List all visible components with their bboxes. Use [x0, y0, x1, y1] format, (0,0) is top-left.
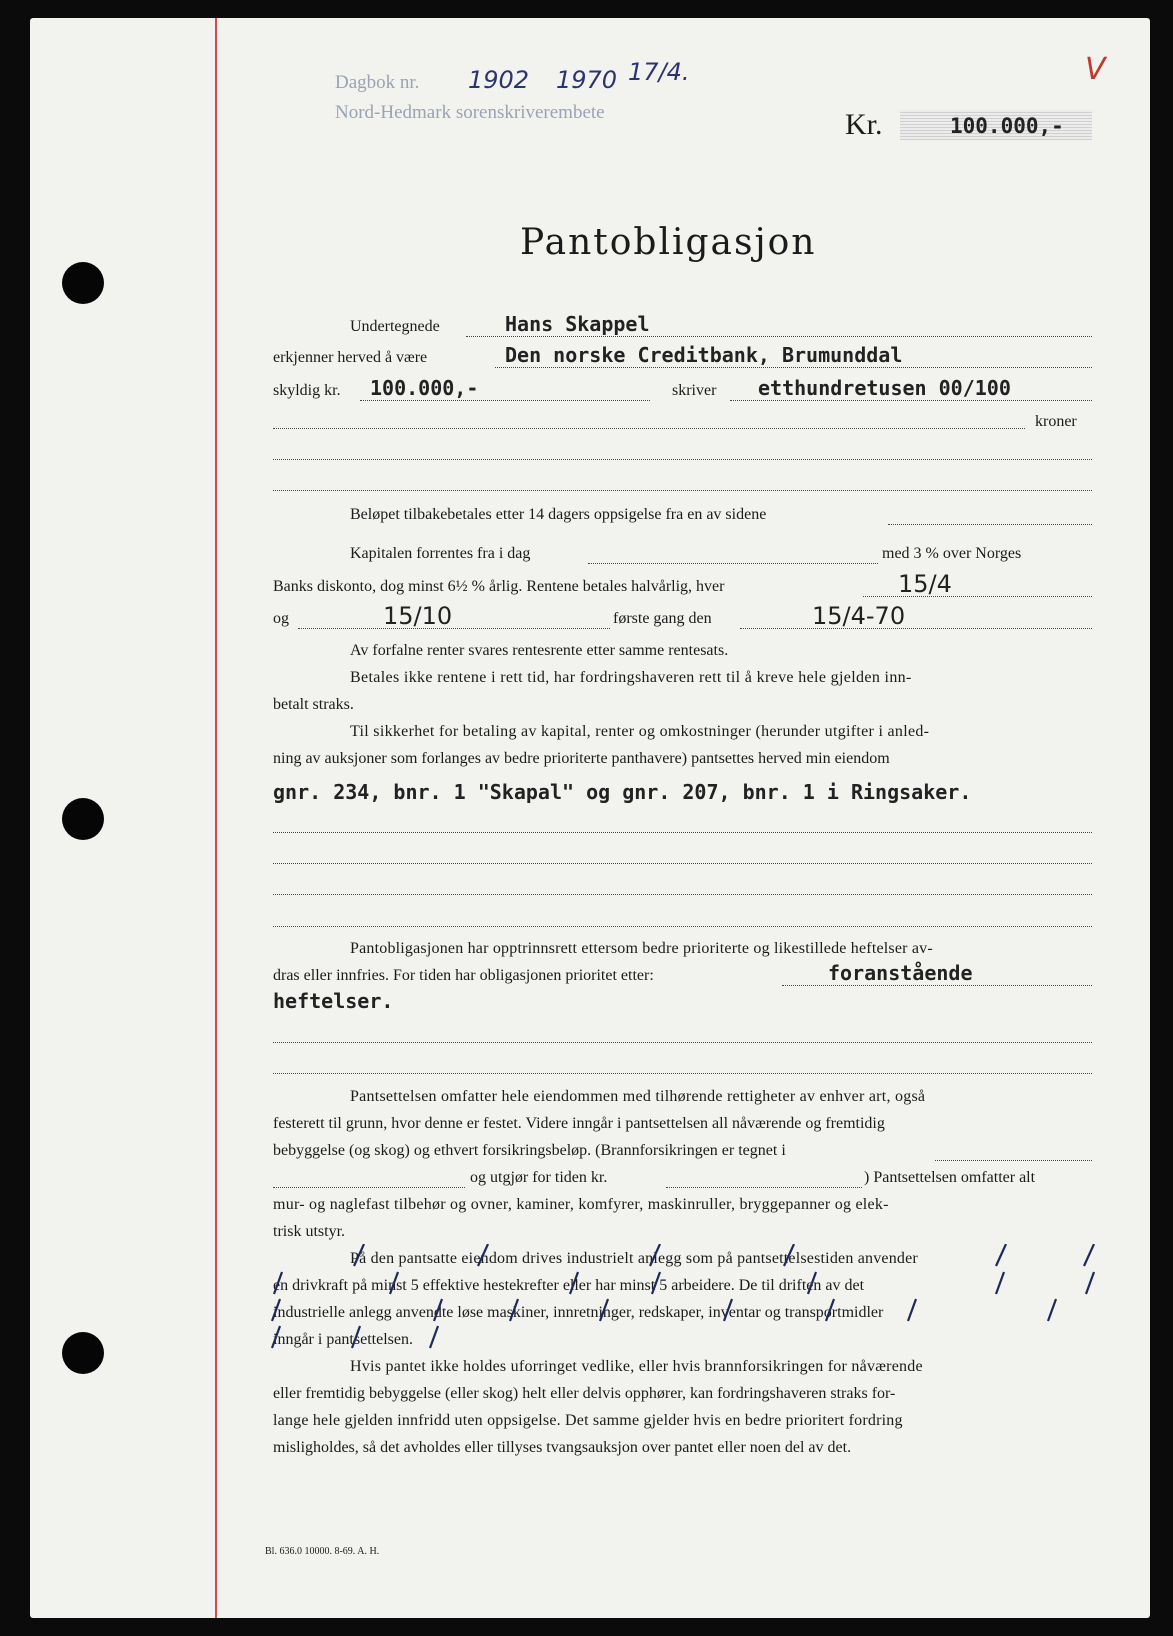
blank-line [273, 490, 1092, 491]
para5-line2: eller fremtidig bebyggelse (eller skog) helt eller delvis opphører, kan fordringshaveren straks for- [273, 1385, 896, 1402]
property-value: gnr. 234, bnr. 1 "Skapal" og gnr. 207, bnr. 1 i Ringsaker. [273, 780, 972, 804]
para3-line1: Pantsettelsen omfatter hele eiendommen med tilhørende rettigheter av enhver art, også [350, 1088, 926, 1105]
office-stamp: Nord-Hedmark sorenskriverembete [335, 102, 605, 123]
blank-line [588, 563, 878, 564]
blank-line [273, 428, 1025, 429]
blank-line [273, 1187, 465, 1188]
rente-date-1: 15/4 [898, 570, 952, 598]
para5-line3: lange hele gjelden innfridd uten oppsigelse. Det samme gjelder hvis en bedre prioritert fordring [273, 1412, 903, 1429]
dagbok-date: 17/4. [628, 58, 690, 86]
erkjenner-line [495, 367, 1092, 368]
para1-line7: betalt straks. [273, 696, 354, 713]
punch-hole [62, 262, 104, 304]
para4-line1: På den pantsatte eiendom drives industrielt anlegg som på pantsettelsestiden anvender [350, 1250, 918, 1267]
erkjenner-value: Den norske Creditbank, Brumunddal [505, 343, 903, 367]
document-title: Pantobligasjon [520, 222, 817, 263]
punch-hole [62, 798, 104, 840]
kroner-label: kroner [1035, 413, 1077, 430]
para1-line6: Betales ikke rentene i rett tid, har fordringshaveren rett til å kreve hele gjelden inn- [350, 669, 912, 686]
para1-line8: Til sikkerhet for betaling av kapital, renter og omkostninger (herunder utgifter i anled- [350, 723, 930, 740]
priority-value-2: heftelser. [273, 989, 394, 1013]
skyldig-label: skyldig kr. [273, 382, 341, 399]
blank-line [740, 628, 1092, 629]
strike-marks [260, 1244, 1100, 1356]
para3-line3: bebyggelse (og skog) og ethvert forsikringsbeløp. (Brannforsikringen er tegnet i [273, 1142, 786, 1159]
para1-line1: Beløpet tilbakebetales etter 14 dagers oppsigelse fra en av sidene [350, 506, 767, 523]
erkjenner-label: erkjenner herved å være [273, 349, 428, 366]
para1-line3: Banks diskonto, dog minst 6½ % årlig. Rentene betales halvårlig, hver [273, 578, 725, 595]
blank-line [888, 524, 1092, 525]
dagbok-label: Dagbok nr. [335, 72, 420, 93]
forste-gang-label: første gang den [613, 610, 712, 627]
para2-line1: Pantobligasjonen har opptrinnsrett ettersom bedre prioriterte og likestillede heftelser av- [350, 940, 933, 957]
para3-line4a: og utgjør for tiden kr. [470, 1169, 608, 1186]
blank-line [298, 628, 610, 629]
kr-amount: 100.000,- [950, 114, 1064, 138]
rente-date-2: 15/10 [383, 602, 453, 630]
para5-line4: misligholdes, så det avholdes eller tillyses tvangsauksjon over pantet eller noen del av det. [273, 1439, 852, 1456]
para1-line2a: Kapitalen forrentes fra i dag [350, 545, 531, 562]
first-payment-date: 15/4-70 [812, 602, 906, 630]
blank-line [935, 1160, 1092, 1161]
para4-line4: inngår i pantsettelsen. [273, 1331, 413, 1348]
blank-line [782, 985, 1092, 986]
blank-line [273, 894, 1092, 895]
skriver-value: etthundretusen 00/100 [758, 376, 1011, 400]
skriver-line [730, 400, 1092, 401]
para1-line2b: med 3 % over Norges [882, 545, 1022, 562]
undertegnede-line [466, 336, 1092, 337]
blank-line [273, 459, 1092, 460]
og-label: og [273, 610, 289, 627]
undertegnede-value: Hans Skappel [505, 312, 650, 336]
margin-line [215, 18, 217, 1618]
para1-line5: Av forfalne renter svares rentesrente etter samme rentesats. [350, 642, 729, 659]
priority-value-1: foranstående [828, 961, 973, 985]
para3-line6: trisk utstyr. [273, 1223, 346, 1240]
dagbok-number: 1902 [468, 66, 530, 94]
blank-line [273, 1073, 1092, 1074]
para1-line9: ning av auksjoner som forlanges av bedre prioriterte panthavere) pantsettes herved min eiendom [273, 750, 890, 767]
blank-line [273, 863, 1092, 864]
para4-line2: en drivkraft på minst 5 effektive hestekrefter eller har minst 5 arbeidere. De til driften av det [273, 1277, 865, 1294]
blank-line [273, 832, 1092, 833]
blank-line [666, 1187, 862, 1188]
undertegnede-label: Undertegnede [350, 318, 440, 335]
para3-line2: festerett til grunn, hvor denne er festet. Videre inngår i pantsettelsen all nåværende og fremtidig [273, 1115, 885, 1132]
para3-line5: mur- og naglefast tilbehør og ovner, kaminer, komfyrer, maskinruller, bryggepanner og elek- [273, 1196, 889, 1213]
blank-line [273, 926, 1092, 927]
blank-line [273, 1042, 1092, 1043]
kr-label: Kr. [845, 108, 883, 141]
form-footer: Bl. 636.0 10000. 8-69. A. H. [265, 1546, 380, 1557]
punch-hole [62, 1332, 104, 1374]
skyldig-value: 100.000,- [370, 376, 479, 400]
para2-line2: dras eller innfries. For tiden har obligasjonen prioritet etter: [273, 967, 654, 984]
para3-line4b: ) Pantsettelsen omfatter alt [864, 1169, 1036, 1186]
dagbok-year: 1970 [556, 66, 618, 94]
skriver-label: skriver [672, 382, 717, 399]
check-mark: V [1085, 52, 1106, 87]
para4-line3: industrielle anlegg anvendte løse maskiner, innretninger, redskaper, inventar og transportmidler [273, 1304, 884, 1321]
para5-line1: Hvis pantet ikke holdes uforringet vedlike, eller hvis brannforsikringen for nåværende [350, 1358, 923, 1375]
skyldig-line [360, 400, 650, 401]
